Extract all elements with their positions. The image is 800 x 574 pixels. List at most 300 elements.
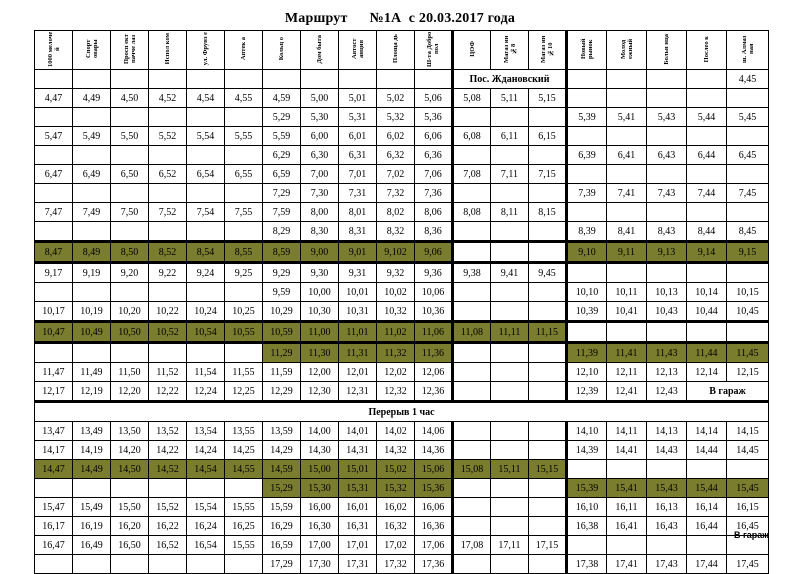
time-cell: 17,32 — [377, 555, 415, 574]
time-cell: 14,39 — [567, 441, 607, 460]
time-cell: 8,47 — [35, 242, 73, 263]
empty-cell — [491, 517, 529, 536]
time-cell: 8,31 — [339, 222, 377, 242]
time-cell: 6,41 — [607, 146, 647, 165]
empty-cell — [529, 184, 567, 203]
schedule-row — [35, 108, 769, 127]
schedule-title — [0, 11, 800, 27]
schedule-row — [35, 555, 769, 574]
column-header-label: Магаз ин №10 — [540, 35, 554, 63]
to-garage-label: В гараж — [687, 382, 769, 402]
schedule-row — [35, 146, 769, 165]
empty-cell — [149, 222, 187, 242]
time-cell: 10,29 — [263, 302, 301, 322]
time-cell: 15,32 — [377, 479, 415, 498]
empty-cell — [647, 203, 687, 222]
time-cell: 12,32 — [377, 382, 415, 402]
empty-cell — [607, 536, 647, 555]
empty-cell — [529, 363, 567, 382]
time-cell: 7,01 — [339, 165, 377, 184]
empty-cell — [727, 460, 769, 479]
time-cell: 16,31 — [339, 517, 377, 536]
header-row — [35, 31, 769, 70]
schedule-row — [35, 184, 769, 203]
time-cell: 14,55 — [225, 460, 263, 479]
time-cell: 12,31 — [339, 382, 377, 402]
time-cell: 14,45 — [727, 441, 769, 460]
column-header-label: Новый рынок — [580, 38, 594, 60]
empty-cell — [529, 498, 567, 517]
empty-cell — [491, 146, 529, 165]
empty-cell — [567, 165, 607, 184]
empty-cell — [647, 460, 687, 479]
empty-cell — [687, 165, 727, 184]
time-cell: 10,25 — [225, 302, 263, 322]
time-cell: 12,20 — [111, 382, 149, 402]
time-cell: 7,08 — [453, 165, 491, 184]
column-header — [225, 31, 263, 70]
empty-cell — [529, 441, 567, 460]
time-cell: 11,50 — [111, 363, 149, 382]
schedule-row — [35, 517, 769, 536]
time-cell: 16,00 — [301, 498, 339, 517]
empty-cell — [453, 146, 491, 165]
time-cell: 12,22 — [149, 382, 187, 402]
time-cell: 15,02 — [377, 460, 415, 479]
time-cell: 6,02 — [377, 127, 415, 146]
column-header — [415, 31, 453, 70]
time-cell: 7,29 — [263, 184, 301, 203]
column-header — [567, 31, 607, 70]
time-cell: 6,49 — [73, 165, 111, 184]
empty-cell — [453, 302, 491, 322]
column-header-label: ш. Алмаз ная — [740, 35, 755, 63]
break-row — [35, 402, 769, 422]
empty-cell — [607, 460, 647, 479]
time-cell: 15,59 — [263, 498, 301, 517]
time-cell: 8,55 — [225, 242, 263, 263]
time-cell: 14,15 — [727, 422, 769, 441]
time-cell: 16,49 — [73, 536, 111, 555]
column-header — [647, 31, 687, 70]
time-cell: 9,20 — [111, 263, 149, 283]
time-cell: 17,00 — [301, 536, 339, 555]
empty-cell — [647, 89, 687, 108]
time-cell: 17,11 — [491, 536, 529, 555]
time-cell: 10,44 — [687, 302, 727, 322]
time-cell: 7,54 — [187, 203, 225, 222]
empty-cell — [727, 203, 769, 222]
empty-cell — [225, 479, 263, 498]
time-cell: 11,43 — [647, 343, 687, 363]
time-cell: 14,01 — [339, 422, 377, 441]
empty-cell — [567, 70, 607, 89]
empty-cell — [187, 222, 225, 242]
empty-cell — [73, 343, 111, 363]
empty-cell — [491, 498, 529, 517]
time-cell: 17,15 — [529, 536, 567, 555]
schedule-row — [35, 422, 769, 441]
time-cell: 6,08 — [453, 127, 491, 146]
empty-cell — [727, 263, 769, 283]
time-cell: 5,43 — [647, 108, 687, 127]
time-cell: 7,32 — [377, 184, 415, 203]
empty-cell — [149, 146, 187, 165]
time-cell: 11,59 — [263, 363, 301, 382]
time-cell: 10,54 — [187, 322, 225, 343]
time-cell: 14,59 — [263, 460, 301, 479]
time-cell: 8,44 — [687, 222, 727, 242]
time-cell: 9,01 — [339, 242, 377, 263]
time-cell: 15,55 — [225, 536, 263, 555]
time-cell: 15,55 — [225, 498, 263, 517]
empty-cell — [727, 127, 769, 146]
time-cell: 16,20 — [111, 517, 149, 536]
column-header-label: Автост анция — [350, 38, 365, 60]
time-cell: 5,55 — [225, 127, 263, 146]
column-header — [687, 31, 727, 70]
empty-cell — [491, 302, 529, 322]
column-header-label: 1000 мелоче й — [46, 31, 61, 67]
time-cell: 6,11 — [491, 127, 529, 146]
empty-cell — [491, 343, 529, 363]
time-cell: 10,00 — [301, 283, 339, 302]
empty-cell — [453, 422, 491, 441]
time-cell: 10,13 — [647, 283, 687, 302]
time-cell: 9,32 — [377, 263, 415, 283]
time-cell: 17,29 — [263, 555, 301, 574]
schedule-row — [35, 89, 769, 108]
time-cell: 12,25 — [225, 382, 263, 402]
time-cell: 8,15 — [529, 203, 567, 222]
time-cell: 17,41 — [607, 555, 647, 574]
time-cell: 10,39 — [567, 302, 607, 322]
time-cell: 7,15 — [529, 165, 567, 184]
time-cell: 9,59 — [263, 283, 301, 302]
time-cell: 12,06 — [415, 363, 453, 382]
time-cell: 8,52 — [149, 242, 187, 263]
time-cell: 6,50 — [111, 165, 149, 184]
empty-cell — [149, 70, 187, 89]
time-cell: 10,32 — [377, 302, 415, 322]
time-cell: 6,54 — [187, 165, 225, 184]
time-cell: 14,14 — [687, 422, 727, 441]
time-cell: 17,43 — [647, 555, 687, 574]
time-cell: 17,08 — [453, 536, 491, 555]
time-cell: 16,11 — [607, 498, 647, 517]
time-cell: 6,30 — [301, 146, 339, 165]
empty-cell — [187, 108, 225, 127]
time-cell: 8,59 — [263, 242, 301, 263]
time-cell: 5,00 — [301, 89, 339, 108]
time-cell: 15,44 — [687, 479, 727, 498]
time-cell: 10,47 — [35, 322, 73, 343]
schedule-table — [34, 30, 769, 574]
schedule-row — [35, 302, 769, 322]
time-cell: 16,19 — [73, 517, 111, 536]
column-header-label: Спорт овары — [84, 39, 99, 59]
empty-cell — [607, 127, 647, 146]
time-cell: 12,01 — [339, 363, 377, 382]
time-cell: 10,15 — [727, 283, 769, 302]
time-cell: 11,32 — [377, 343, 415, 363]
time-cell: 7,44 — [687, 184, 727, 203]
time-cell: 9,30 — [301, 263, 339, 283]
time-cell: 4,59 — [263, 89, 301, 108]
empty-cell — [491, 479, 529, 498]
time-cell: 5,32 — [377, 108, 415, 127]
time-cell: 14,49 — [73, 460, 111, 479]
time-cell: 4,50 — [111, 89, 149, 108]
time-cell: 11,39 — [567, 343, 607, 363]
time-cell: 14,00 — [301, 422, 339, 441]
time-cell: 11,02 — [377, 322, 415, 343]
time-cell: 14,36 — [415, 441, 453, 460]
empty-cell — [567, 203, 607, 222]
time-cell: 6,43 — [647, 146, 687, 165]
empty-cell — [491, 555, 529, 574]
column-header — [453, 31, 491, 70]
time-cell: 12,39 — [567, 382, 607, 402]
time-cell: 9,25 — [225, 263, 263, 283]
schedule-row — [35, 382, 769, 402]
empty-cell — [73, 479, 111, 498]
empty-cell — [647, 127, 687, 146]
empty-cell — [111, 283, 149, 302]
time-cell: 17,06 — [415, 536, 453, 555]
empty-cell — [149, 555, 187, 574]
time-cell: 15,08 — [453, 460, 491, 479]
time-cell: 5,59 — [263, 127, 301, 146]
time-cell: 10,43 — [647, 302, 687, 322]
time-cell: 6,55 — [225, 165, 263, 184]
schedule-row — [35, 363, 769, 382]
time-cell: 17,30 — [301, 555, 339, 574]
zhdanovsky-label: Пос. Ждановский — [453, 70, 567, 89]
column-header — [149, 31, 187, 70]
empty-cell — [111, 555, 149, 574]
time-cell: 8,49 — [73, 242, 111, 263]
empty-cell — [377, 70, 415, 89]
time-cell: 8,02 — [377, 203, 415, 222]
empty-cell — [607, 322, 647, 343]
time-cell: 7,50 — [111, 203, 149, 222]
time-cell: 14,54 — [187, 460, 225, 479]
time-cell: 7,00 — [301, 165, 339, 184]
empty-cell — [111, 222, 149, 242]
time-cell: 4,54 — [187, 89, 225, 108]
time-cell: 11,52 — [149, 363, 187, 382]
schedule-row — [35, 203, 769, 222]
time-cell: 13,47 — [35, 422, 73, 441]
time-cell: 9,41 — [491, 263, 529, 283]
empty-cell — [35, 146, 73, 165]
time-cell: 14,44 — [687, 441, 727, 460]
empty-cell — [687, 70, 727, 89]
empty-cell — [529, 302, 567, 322]
empty-cell — [35, 479, 73, 498]
schedule-row — [35, 479, 769, 498]
time-cell: 14,25 — [225, 441, 263, 460]
schedule-row — [35, 322, 769, 343]
time-cell: 9,102 — [377, 242, 415, 263]
time-cell: 8,11 — [491, 203, 529, 222]
time-cell: 8,54 — [187, 242, 225, 263]
time-cell: 9,15 — [727, 242, 769, 263]
time-cell: 10,24 — [187, 302, 225, 322]
time-cell: 9,17 — [35, 263, 73, 283]
time-cell: 11,00 — [301, 322, 339, 343]
time-cell: 6,45 — [727, 146, 769, 165]
empty-cell — [687, 263, 727, 283]
schedule-body — [35, 31, 769, 574]
time-cell: 16,29 — [263, 517, 301, 536]
time-cell: 16,30 — [301, 517, 339, 536]
empty-cell — [111, 108, 149, 127]
time-cell: 11,08 — [453, 322, 491, 343]
empty-cell — [453, 555, 491, 574]
empty-cell — [529, 242, 567, 263]
empty-cell — [529, 555, 567, 574]
time-cell: 5,06 — [415, 89, 453, 108]
time-cell: 15,45 — [727, 479, 769, 498]
time-cell: 11,11 — [491, 322, 529, 343]
empty-cell — [453, 479, 491, 498]
time-cell: 14,47 — [35, 460, 73, 479]
empty-cell — [111, 70, 149, 89]
time-cell: 14,30 — [301, 441, 339, 460]
time-cell: 5,31 — [339, 108, 377, 127]
time-cell: 16,59 — [263, 536, 301, 555]
time-cell: 16,47 — [35, 536, 73, 555]
empty-cell — [339, 70, 377, 89]
time-cell: 14,22 — [149, 441, 187, 460]
empty-cell — [453, 283, 491, 302]
time-cell: 11,36 — [415, 343, 453, 363]
time-cell: 5,36 — [415, 108, 453, 127]
time-cell: 17,38 — [567, 555, 607, 574]
time-cell: 15,11 — [491, 460, 529, 479]
empty-cell — [35, 108, 73, 127]
time-cell: 9,24 — [187, 263, 225, 283]
time-cell: 9,36 — [415, 263, 453, 283]
time-cell: 13,52 — [149, 422, 187, 441]
column-header — [491, 31, 529, 70]
time-cell: 8,41 — [607, 222, 647, 242]
time-cell: 14,43 — [647, 441, 687, 460]
time-cell: 12,02 — [377, 363, 415, 382]
time-cell: 12,13 — [647, 363, 687, 382]
time-cell: 4,49 — [73, 89, 111, 108]
empty-cell — [73, 146, 111, 165]
time-cell: 11,01 — [339, 322, 377, 343]
time-cell: 7,43 — [647, 184, 687, 203]
empty-cell — [529, 343, 567, 363]
time-cell: 9,11 — [607, 242, 647, 263]
time-cell: 10,02 — [377, 283, 415, 302]
time-cell: 15,00 — [301, 460, 339, 479]
time-cell: 10,11 — [607, 283, 647, 302]
time-cell: 13,59 — [263, 422, 301, 441]
time-cell: 5,52 — [149, 127, 187, 146]
time-cell: 15,31 — [339, 479, 377, 498]
time-cell: 7,36 — [415, 184, 453, 203]
time-cell: 16,14 — [687, 498, 727, 517]
time-cell: 12,00 — [301, 363, 339, 382]
empty-cell — [73, 222, 111, 242]
time-cell: 14,10 — [567, 422, 607, 441]
time-cell: 12,29 — [263, 382, 301, 402]
empty-cell — [149, 283, 187, 302]
time-cell: 9,10 — [567, 242, 607, 263]
empty-cell — [491, 222, 529, 242]
time-cell: 16,52 — [149, 536, 187, 555]
time-cell: 15,06 — [415, 460, 453, 479]
time-cell: 7,39 — [567, 184, 607, 203]
empty-cell — [647, 70, 687, 89]
column-header-label: Кольц о — [278, 37, 285, 61]
time-cell: 14,32 — [377, 441, 415, 460]
time-cell: 7,55 — [225, 203, 263, 222]
empty-cell — [607, 89, 647, 108]
time-cell: 11,31 — [339, 343, 377, 363]
empty-cell — [225, 146, 263, 165]
time-cell: 10,52 — [149, 322, 187, 343]
time-cell: 8,29 — [263, 222, 301, 242]
empty-cell — [35, 283, 73, 302]
empty-cell — [491, 108, 529, 127]
time-cell: 14,17 — [35, 441, 73, 460]
time-cell: 9,22 — [149, 263, 187, 283]
time-cell: 8,43 — [647, 222, 687, 242]
effective-date: с 20.03.2017 года — [408, 11, 516, 26]
time-cell: 8,08 — [453, 203, 491, 222]
column-header — [73, 31, 111, 70]
empty-cell — [687, 322, 727, 343]
time-cell: 6,36 — [415, 146, 453, 165]
empty-cell — [567, 460, 607, 479]
time-cell: 15,49 — [73, 498, 111, 517]
time-cell: 15,01 — [339, 460, 377, 479]
time-cell: 7,47 — [35, 203, 73, 222]
time-cell: 6,31 — [339, 146, 377, 165]
empty-cell — [35, 343, 73, 363]
empty-cell — [567, 127, 607, 146]
empty-cell — [187, 343, 225, 363]
time-cell: 5,44 — [687, 108, 727, 127]
empty-cell — [529, 222, 567, 242]
time-cell: 15,29 — [263, 479, 301, 498]
empty-cell — [73, 70, 111, 89]
time-cell: 12,10 — [567, 363, 607, 382]
time-cell: 5,49 — [73, 127, 111, 146]
time-cell: 5,29 — [263, 108, 301, 127]
time-cell: 4,55 — [225, 89, 263, 108]
time-cell: 15,47 — [35, 498, 73, 517]
empty-cell — [453, 498, 491, 517]
empty-cell — [529, 108, 567, 127]
empty-cell — [453, 222, 491, 242]
time-cell: 4,47 — [35, 89, 73, 108]
empty-cell — [301, 70, 339, 89]
empty-cell — [491, 441, 529, 460]
time-cell: 12,11 — [607, 363, 647, 382]
empty-cell — [567, 536, 607, 555]
empty-cell — [647, 263, 687, 283]
empty-cell — [607, 203, 647, 222]
time-cell: 6,00 — [301, 127, 339, 146]
empty-cell — [149, 108, 187, 127]
